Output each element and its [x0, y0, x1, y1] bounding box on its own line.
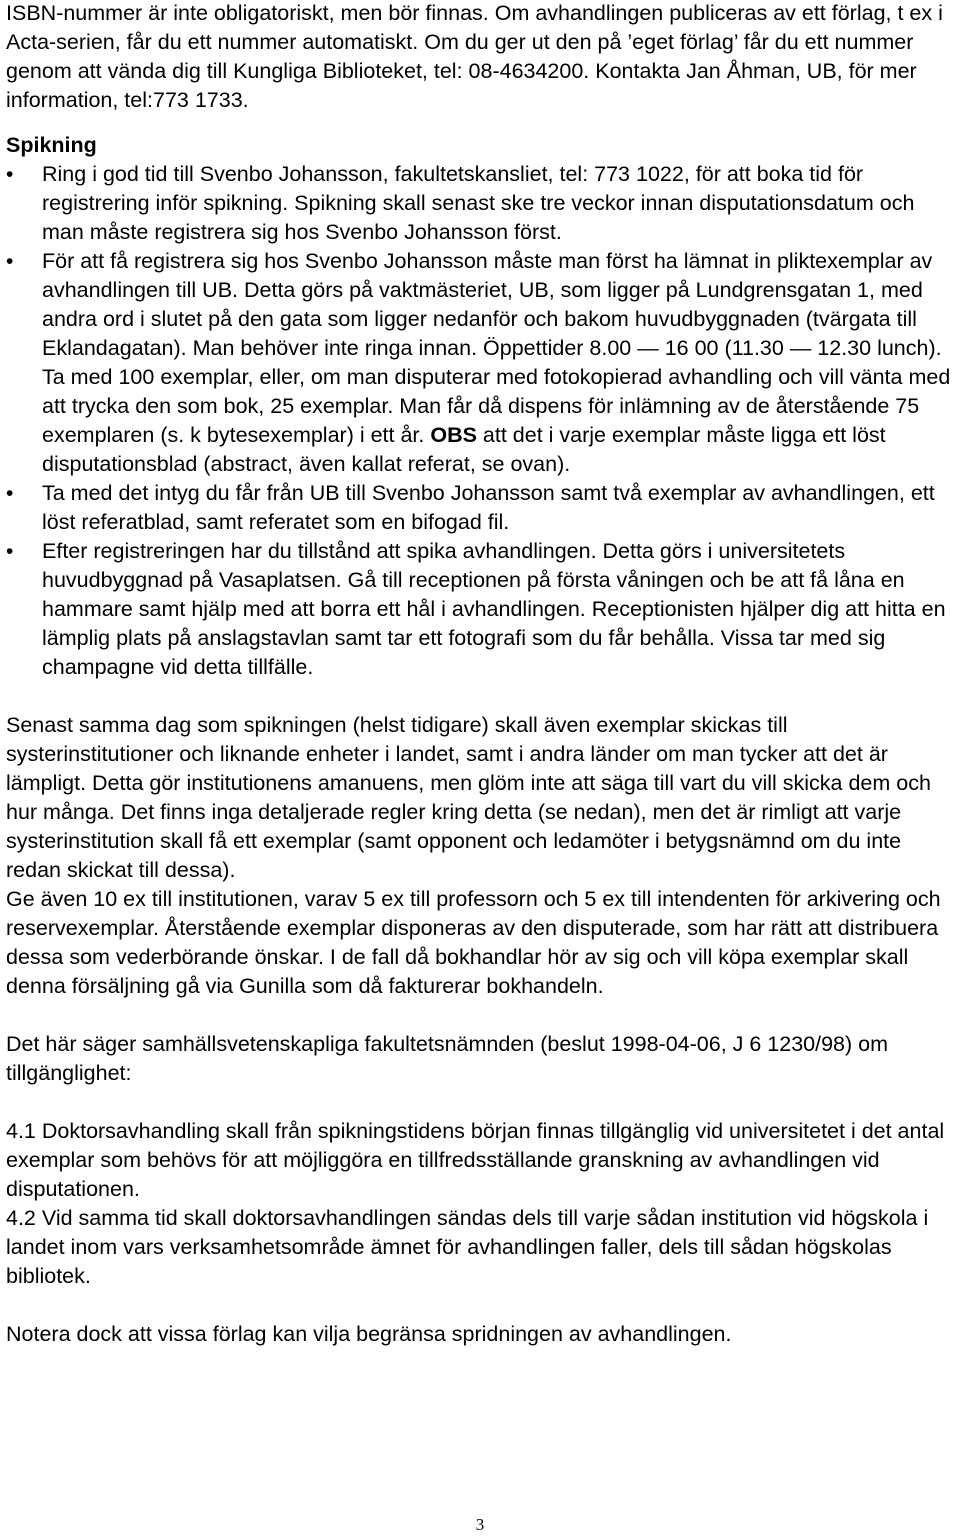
bullet-text: Ring i god tid till Svenbo Johansson, fakultetskansliet, tel: 773 1022, för att boka tid för registrering inför spikning. Spikning skall senast ske tre veckor innan disputationsdatum och man måste registrera sig hos Svenbo Johansson först.	[42, 162, 915, 244]
bullet-item	[6, 247, 952, 479]
bullet-item	[6, 160, 952, 247]
bullet-item	[6, 479, 952, 537]
bullet-text-continued: att det i varje exemplar måste ligga ett löst disputationsblad (abstract, även kallat referat, se ovan).	[42, 423, 886, 476]
spikning-bullet-list	[6, 160, 952, 682]
bullet-item	[6, 537, 952, 682]
paragraph-spacer	[6, 1088, 952, 1117]
bullet-text: Ta med det intyg du får från UB till Svenbo Johansson samt två exemplar av avhandlingen, ett löst referatblad, samt referatet som en bifogad fil.	[42, 481, 935, 534]
intro-paragraph: ISBN-nummer är inte obligatoriskt, men bör finnas. Om avhandlingen publiceras av ett förlag, t ex i Acta-serien, får du ett nummer automatiskt. Om du ger ut den på ’eget förlag’ får du ett nummer genom att vända dig till Kungliga Biblioteket, tel: 08-4634200. Kontakta Jan Åhman, UB, för mer information, tel:773 1733.	[6, 1, 943, 112]
paragraph-ge: Ge även 10 ex till institutionen, varav 5 ex till professorn och 5 ex till intendenten för arkivering och reservexemplar. Återstående exemplar disponeras av den disputerade, som har rätt att distribuera dessa som vederbörande önskar. I de fall då bokhandlar hör av sig och vill köpa exemplar skall denna försäljning gå via Gunilla som då fakturerar bokhandeln.	[6, 887, 941, 998]
paragraph-spacer	[6, 682, 952, 711]
page-number: 3	[475, 1515, 485, 1534]
paragraph-spacer	[6, 1001, 952, 1030]
bullet-text: För att få registrera sig hos Svenbo Johansson måste man först ha lämnat in pliktexemplar av avhandlingen till UB. Detta görs på vaktmästeriet, UB, som ligger på Lundgrensgatan 1, med andra ord i slutet på den gata som ligger nedanför och bakom huvudbyggnaden (tvärgata till Eklandagatan). Man behöver inte ringa innan. Öppettider 8.00 — 16 00 (11.30 — 12.30 lunch). Ta med 100 exemplar, eller, om man disputerar med fotokopierad avhandling och vill vänta med att trycka den som bok, 25 exemplar. Man får då dispens för inlämning av de återstående 75 exemplaren (s. k bytesexemplar) i ett år.	[42, 249, 951, 447]
bullet-text: Efter registreringen har du tillstånd att spika avhandlingen. Detta görs i universitetets huvudbyggnad på Vasaplatsen. Gå till receptionen på första våningen och be att få låna en hammare samt hjälp med att borra ett hål i avhandlingen. Receptionisten hjälper dig att hitta en lämplig plats på anslagstavlan samt tar ett fotografi som du får behålla. Vissa tar med sig champagne vid detta tillfälle.	[42, 539, 946, 679]
paragraph-fakultetsnamnden: Det här säger samhällsvetenskapliga fakultetsnämnden (beslut 1998-04-06, J 6 1230/98) om tillgänglighet:	[6, 1032, 889, 1085]
paragraph-spacer	[6, 1291, 952, 1320]
obs-emphasis: OBS	[430, 423, 477, 447]
paragraph-notera: Notera dock att vissa förlag kan vilja begränsa spridningen av avhandlingen.	[6, 1322, 732, 1346]
paragraph-senast: Senast samma dag som spikningen (helst tidigare) skall även exemplar skickas till systerinstitutioner och liknande enheter i landet, samt i andra länder om man tycker att det är lämpligt. Detta gör institutionens amanuens, men glöm inte att säga till vart du vill skicka dem och hur många. Det finns inga detaljerade regler kring detta (se nedan), men det är rimligt att varje systerinstitution skall få ett exemplar (samt opponent och ledamöter i betygsnämnd om du inte redan skickat till dessa).	[6, 713, 931, 882]
section-heading-spikning: Spikning	[6, 133, 97, 157]
rule-4-2: 4.2 Vid samma tid skall doktorsavhandlingen sändas dels till varje sådan institution vid högskola i landet inom vars verksamhetsområde ämnet för avhandlingen faller, dels till sådan högskolas bibliotek.	[6, 1206, 929, 1288]
document-page	[6, 0, 952, 1349]
rule-4-1: 4.1 Doktorsavhandling skall från spikningstidens början finnas tillgänglig vid universitetet i det antal exemplar som behövs för att möjliggöra en tillfredsställande granskning av avhandlingen vid disputationen.	[6, 1119, 945, 1201]
